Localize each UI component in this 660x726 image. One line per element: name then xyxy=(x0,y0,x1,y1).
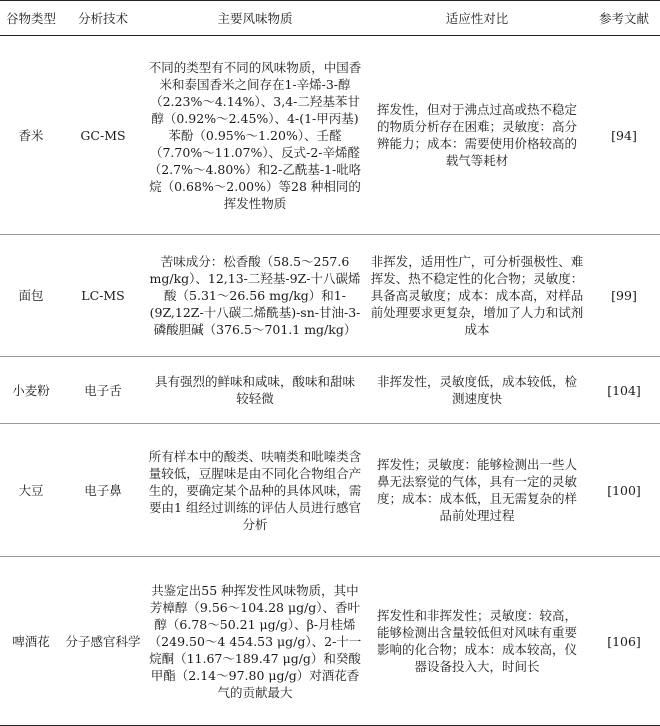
table-row xyxy=(0,557,660,726)
cell-comparison xyxy=(366,357,588,424)
comparison-text: 挥发性和非挥发性；灵敏度：较高，能够检测出含量较低但对风味有重要影响的化合物；成本：成本较高，仪器设备投入大，时间长 xyxy=(376,608,577,674)
cell-reference: [100] xyxy=(588,424,660,557)
cell-grain: 面包 xyxy=(0,235,62,357)
cell-technique: 电子鼻 xyxy=(62,424,144,557)
header-comparison: 适应性对比 xyxy=(366,1,588,36)
cell-reference: [104] xyxy=(588,357,660,424)
compounds-text: 不同的类型有不同的风味物质，中国香米和泰国香米之间存在1-辛烯-3-醇（2.23%～4.14%）、3,4-二羟基苯甘醇（0.92%～2.45%）、4-(1-甲丙基)苯酚（0.95%～1.20%）、壬醛（7.70%～11.07%）、反式-2-辛烯醛（2.7%～4.80%）和2-乙酰基-1-吡咯烷（0.68%～2.00%）等28 种相同的挥发性物质 xyxy=(148,59,362,211)
compounds-text: 具有强烈的鲜味和咸味，酸味和甜味较轻微 xyxy=(154,374,355,406)
table-row xyxy=(0,424,660,557)
header-grain-type: 谷物类型 xyxy=(0,1,62,36)
comparison-text: 非挥发，适用性广，可分析强极性、难挥发、热不稳定性的化合物；灵敏度：具备高灵敏度；成本：成本高，对样品前处理要求更复杂，增加了人力和试剂成本 xyxy=(370,254,584,337)
cell-technique: 电子舌 xyxy=(62,357,144,424)
header-reference: 参考文献 xyxy=(588,1,660,36)
cell-comparison xyxy=(366,424,588,557)
comparison-text: 挥发性，但对于沸点过高或热不稳定的物质分析存在困难；灵敏度：高分辨能力；成本：需要使用价格较高的载气等耗材 xyxy=(376,102,577,168)
header-row xyxy=(0,1,660,36)
table-row xyxy=(0,36,660,235)
cell-reference: [94] xyxy=(611,127,637,143)
cell-grain: 小麦粉 xyxy=(0,357,62,424)
cell-reference: [106] xyxy=(588,557,660,726)
compounds-text: 苦味成分：松香酸（58.5～257.6 mg/kg）、12,13-二羟基-9Z-十八碳烯酸（5.31～26.56 mg/kg）和1-(9Z,12Z-十八碳二烯酰基)-sn-甘油-3-磷酸胆碱（376.5～701.1 mg/kg） xyxy=(149,254,361,337)
cell-technique: 分子感官科学 xyxy=(62,557,144,726)
header-technique: 分析技术 xyxy=(62,1,144,36)
cell-technique: LC-MS xyxy=(62,235,144,357)
cell-compounds xyxy=(144,424,366,557)
cell-grain: 大豆 xyxy=(0,424,62,557)
cell-technique: GC-MS xyxy=(80,127,126,143)
compounds-text: 共鉴定出55 种挥发性风味物质，其中芳樟醇（9.56～104.28 μg/g）、香叶醇（6.78～50.21 μg/g）、β-月桂烯（249.50～4 454.53 μg/g）、2-十一烷酮（11.67～189.47 μg/g）和癸酸甲酯（2.14～97.80 μg/g）对酒花香气的贡献最大 xyxy=(148,582,362,700)
cell-compounds xyxy=(144,357,366,424)
cell-comparison xyxy=(366,235,588,357)
table-body xyxy=(0,36,660,726)
cell-compounds xyxy=(144,557,366,726)
cell-reference: [99] xyxy=(588,235,660,357)
cell-comparison xyxy=(366,557,588,726)
table-row xyxy=(0,357,660,424)
cell-compounds xyxy=(144,235,366,357)
header-compounds: 主要风味物质 xyxy=(144,1,366,36)
table-row xyxy=(0,235,660,357)
comparison-text: 非挥发性，灵敏度低，成本较低，检测速度快 xyxy=(376,374,577,406)
cell-grain: 香米 xyxy=(18,127,44,143)
table-header xyxy=(0,1,660,36)
compounds-text: 所有样本中的酸类、呋喃类和吡嗪类含量较低，豆腥味是由不同化合物组合产生的，要确定某个品种的具体风味，需要由1 组经过训练的评估人员进行感官分析 xyxy=(148,448,362,532)
cell-grain: 啤酒花 xyxy=(0,557,62,726)
comparison-text: 挥发性；灵敏度：能够检测出一些人鼻无法察觉的气体，具有一定的灵敏度；成本：成本低，且无需复杂的样品前处理过程 xyxy=(376,457,577,523)
cell-comparison xyxy=(366,36,588,235)
cell-compounds xyxy=(144,36,366,235)
